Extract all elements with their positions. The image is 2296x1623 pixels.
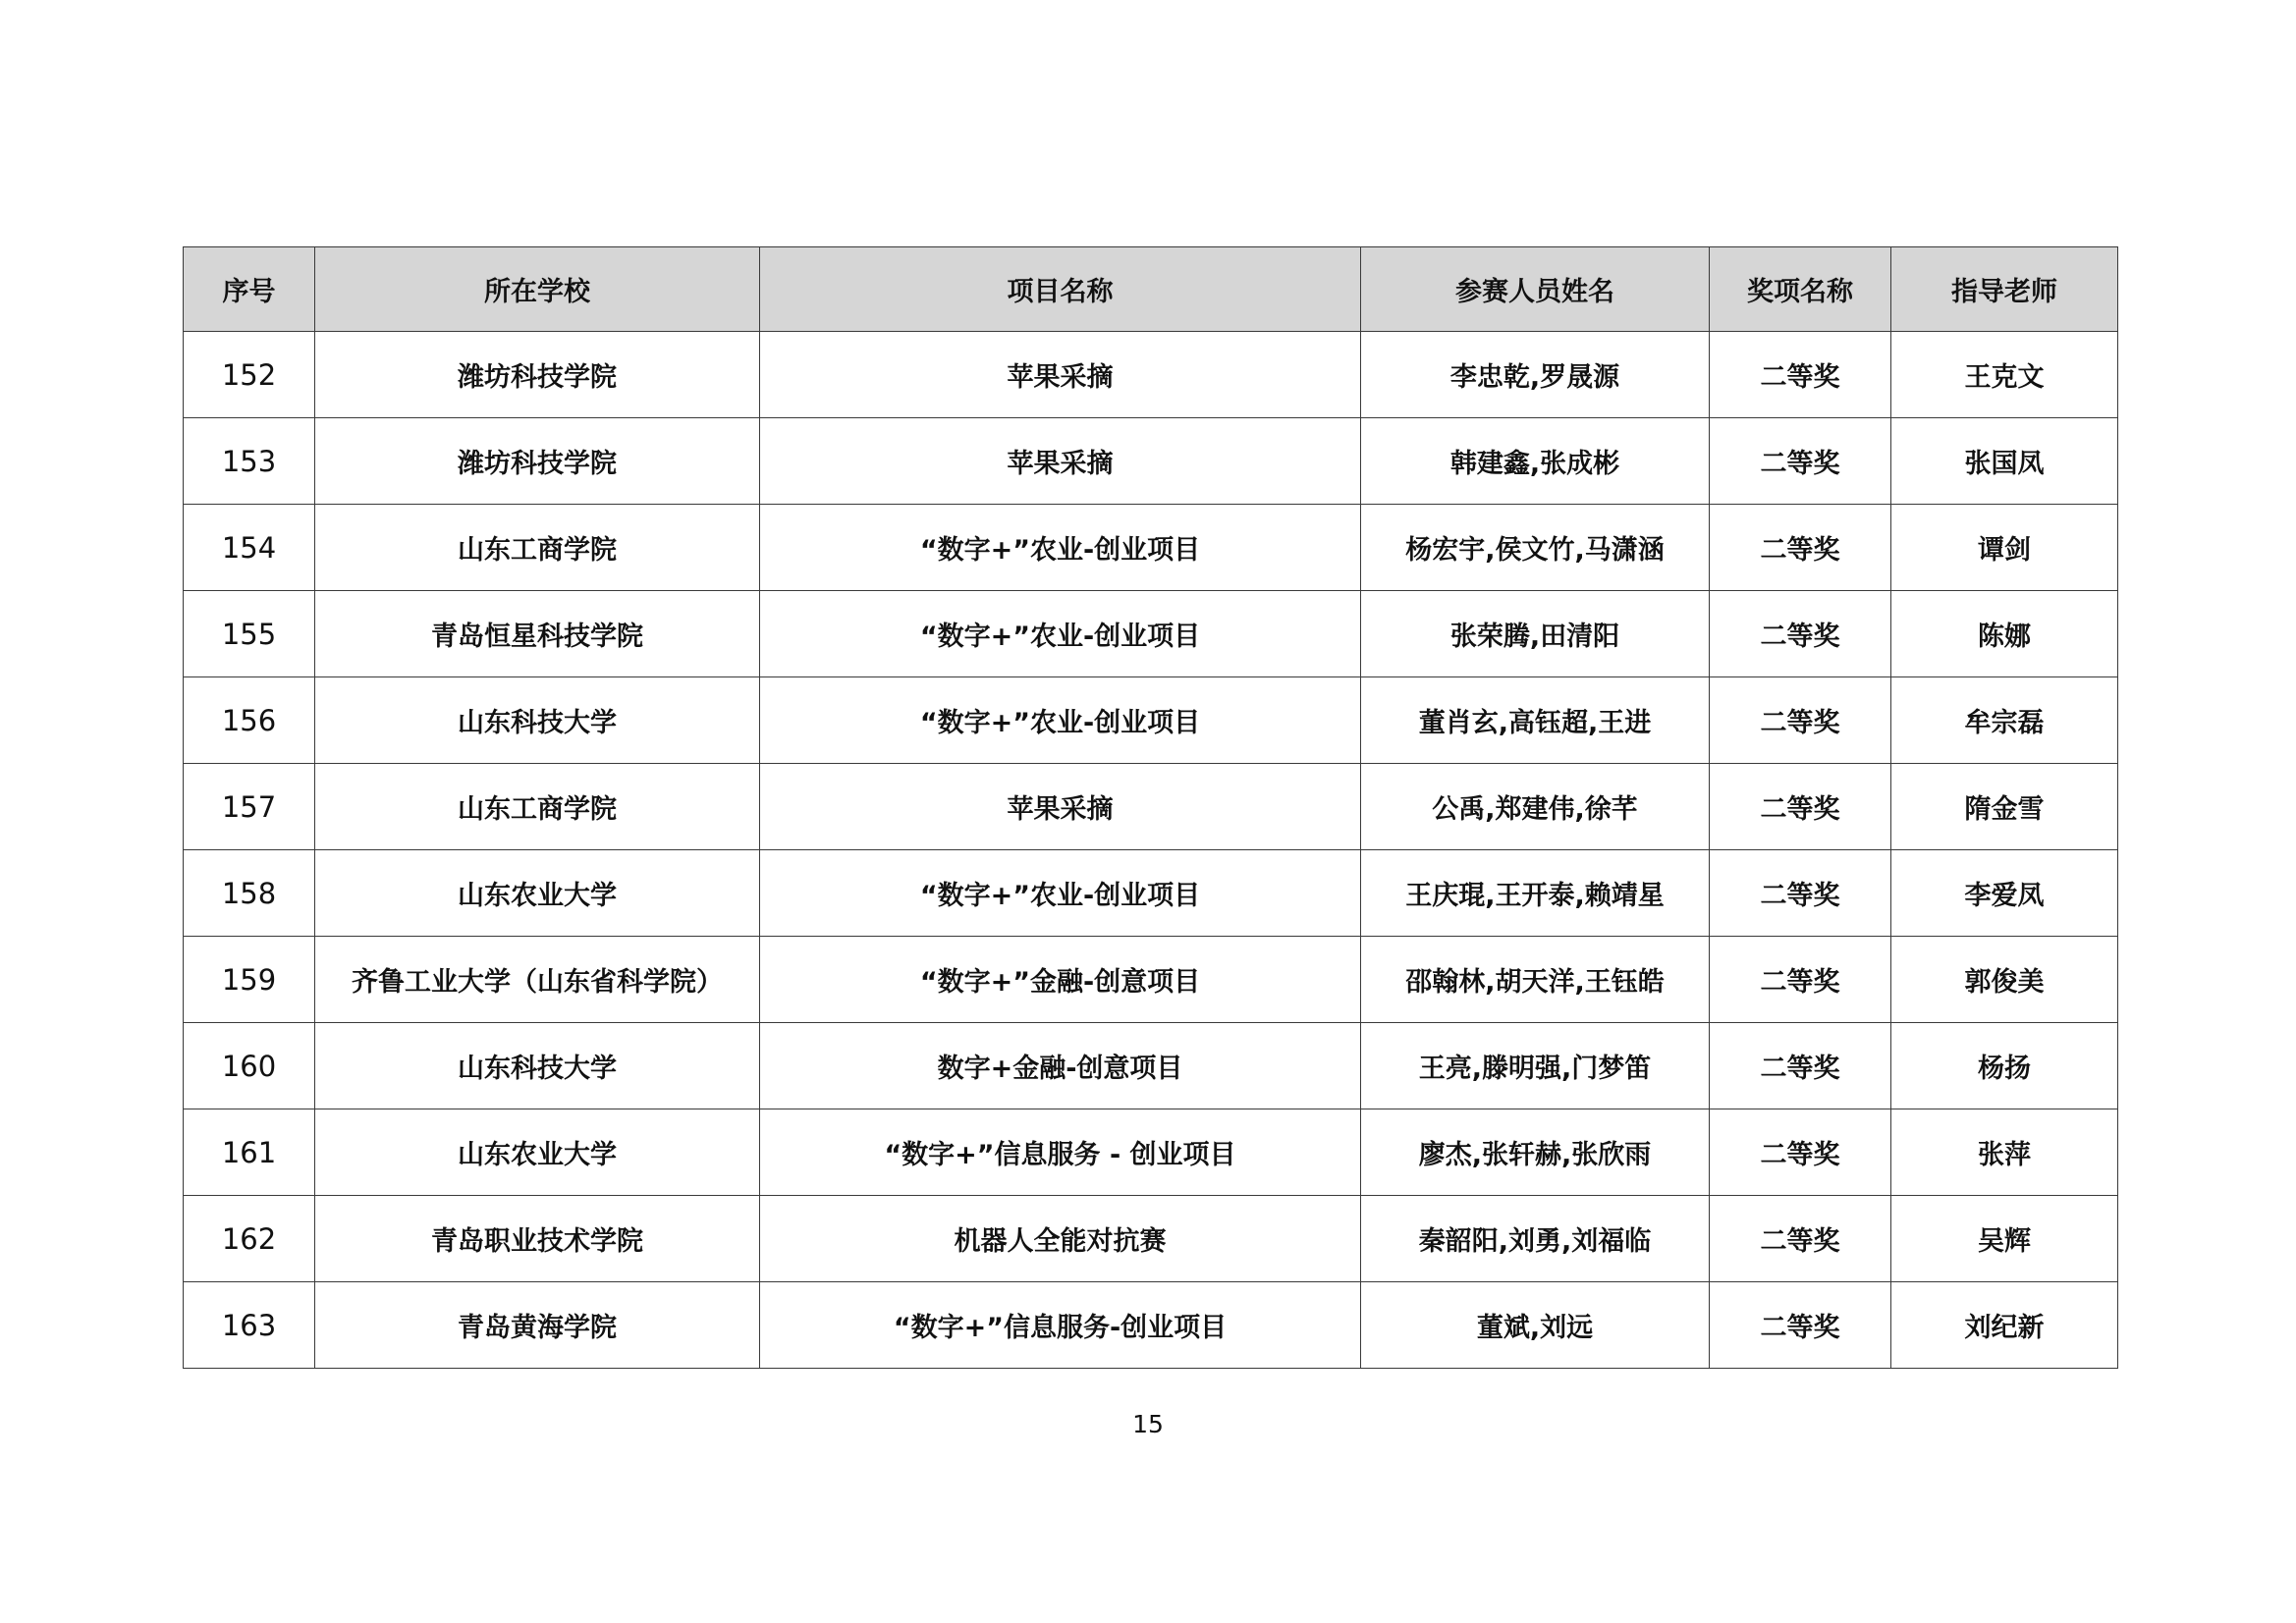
cell-award: 二等奖 bbox=[1710, 418, 1891, 505]
cell-school: 青岛黄海学院 bbox=[315, 1282, 760, 1369]
table-row bbox=[184, 591, 2118, 677]
cell-project: 苹果采摘 bbox=[760, 418, 1361, 505]
cell-project: “数字+”农业-创业项目 bbox=[760, 591, 1361, 677]
cell-advisor: 李爱凤 bbox=[1891, 850, 2118, 937]
cell-award: 二等奖 bbox=[1710, 1282, 1891, 1369]
cell-advisor: 王克文 bbox=[1891, 332, 2118, 418]
cell-members: 张荣腾,田清阳 bbox=[1361, 591, 1710, 677]
header-project: 项目名称 bbox=[760, 247, 1361, 332]
cell-award: 二等奖 bbox=[1710, 332, 1891, 418]
cell-project: “数字+”信息服务-创业项目 bbox=[760, 1282, 1361, 1369]
cell-school: 青岛职业技术学院 bbox=[315, 1196, 760, 1282]
cell-members: 公禹,郑建伟,徐芊 bbox=[1361, 764, 1710, 850]
cell-advisor: 隋金雪 bbox=[1891, 764, 2118, 850]
cell-members: 李忠乾,罗晟源 bbox=[1361, 332, 1710, 418]
cell-seq: 162 bbox=[184, 1196, 315, 1282]
cell-school: 齐鲁工业大学（山东省科学院） bbox=[315, 937, 760, 1023]
table-row bbox=[184, 1109, 2118, 1196]
header-school: 所在学校 bbox=[315, 247, 760, 332]
cell-school: 山东科技大学 bbox=[315, 677, 760, 764]
cell-seq: 157 bbox=[184, 764, 315, 850]
cell-seq: 156 bbox=[184, 677, 315, 764]
cell-award: 二等奖 bbox=[1710, 937, 1891, 1023]
cell-award: 二等奖 bbox=[1710, 1023, 1891, 1109]
table-row bbox=[184, 505, 2118, 591]
cell-members: 秦韶阳,刘勇,刘福临 bbox=[1361, 1196, 1710, 1282]
cell-school: 山东科技大学 bbox=[315, 1023, 760, 1109]
cell-seq: 152 bbox=[184, 332, 315, 418]
cell-advisor: 陈娜 bbox=[1891, 591, 2118, 677]
table-row bbox=[184, 418, 2118, 505]
cell-award: 二等奖 bbox=[1710, 677, 1891, 764]
cell-members: 董肖玄,高钰超,王进 bbox=[1361, 677, 1710, 764]
cell-seq: 161 bbox=[184, 1109, 315, 1196]
table-body bbox=[184, 332, 2118, 1369]
cell-school: 山东工商学院 bbox=[315, 764, 760, 850]
cell-award: 二等奖 bbox=[1710, 850, 1891, 937]
cell-advisor: 郭俊美 bbox=[1891, 937, 2118, 1023]
cell-seq: 158 bbox=[184, 850, 315, 937]
table-row bbox=[184, 937, 2118, 1023]
cell-project: 机器人全能对抗赛 bbox=[760, 1196, 1361, 1282]
cell-seq: 153 bbox=[184, 418, 315, 505]
table-row bbox=[184, 1196, 2118, 1282]
cell-advisor: 吴辉 bbox=[1891, 1196, 2118, 1282]
cell-award: 二等奖 bbox=[1710, 505, 1891, 591]
cell-project: 苹果采摘 bbox=[760, 332, 1361, 418]
cell-seq: 154 bbox=[184, 505, 315, 591]
table-row bbox=[184, 1282, 2118, 1369]
cell-seq: 160 bbox=[184, 1023, 315, 1109]
table-row bbox=[184, 677, 2118, 764]
cell-advisor: 杨扬 bbox=[1891, 1023, 2118, 1109]
cell-project: “数字+”金融-创意项目 bbox=[760, 937, 1361, 1023]
cell-project: “数字+”信息服务 - 创业项目 bbox=[760, 1109, 1361, 1196]
cell-award: 二等奖 bbox=[1710, 1109, 1891, 1196]
cell-members: 廖杰,张轩赫,张欣雨 bbox=[1361, 1109, 1710, 1196]
header-row bbox=[184, 247, 2118, 332]
cell-advisor: 张国凤 bbox=[1891, 418, 2118, 505]
cell-advisor: 谭剑 bbox=[1891, 505, 2118, 591]
header-seq: 序号 bbox=[184, 247, 315, 332]
header-advisor: 指导老师 bbox=[1891, 247, 2118, 332]
cell-project: “数字+”农业-创业项目 bbox=[760, 850, 1361, 937]
cell-award: 二等奖 bbox=[1710, 764, 1891, 850]
cell-members: 杨宏宇,侯文竹,马潇涵 bbox=[1361, 505, 1710, 591]
cell-school: 山东农业大学 bbox=[315, 1109, 760, 1196]
page-number: 15 bbox=[1132, 1410, 1164, 1438]
cell-seq: 159 bbox=[184, 937, 315, 1023]
table-row bbox=[184, 332, 2118, 418]
cell-advisor: 牟宗磊 bbox=[1891, 677, 2118, 764]
cell-award: 二等奖 bbox=[1710, 591, 1891, 677]
cell-advisor: 刘纪新 bbox=[1891, 1282, 2118, 1369]
cell-members: 邵翰林,胡天洋,王钰皓 bbox=[1361, 937, 1710, 1023]
cell-members: 韩建鑫,张成彬 bbox=[1361, 418, 1710, 505]
cell-project: “数字+”农业-创业项目 bbox=[760, 677, 1361, 764]
table-row bbox=[184, 850, 2118, 937]
header-members: 参赛人员姓名 bbox=[1361, 247, 1710, 332]
table-header bbox=[184, 247, 2118, 332]
cell-school: 青岛恒星科技学院 bbox=[315, 591, 760, 677]
awards-table bbox=[183, 246, 2118, 1369]
cell-project: 数字+金融-创意项目 bbox=[760, 1023, 1361, 1109]
cell-members: 董斌,刘远 bbox=[1361, 1282, 1710, 1369]
cell-advisor: 张萍 bbox=[1891, 1109, 2118, 1196]
cell-seq: 155 bbox=[184, 591, 315, 677]
cell-school: 山东农业大学 bbox=[315, 850, 760, 937]
header-award: 奖项名称 bbox=[1710, 247, 1891, 332]
cell-school: 潍坊科技学院 bbox=[315, 418, 760, 505]
cell-school: 潍坊科技学院 bbox=[315, 332, 760, 418]
cell-project: 苹果采摘 bbox=[760, 764, 1361, 850]
table-row bbox=[184, 1023, 2118, 1109]
cell-award: 二等奖 bbox=[1710, 1196, 1891, 1282]
cell-members: 王亮,滕明强,门梦笛 bbox=[1361, 1023, 1710, 1109]
table-row bbox=[184, 764, 2118, 850]
cell-project: “数字+”农业-创业项目 bbox=[760, 505, 1361, 591]
cell-seq: 163 bbox=[184, 1282, 315, 1369]
cell-school: 山东工商学院 bbox=[315, 505, 760, 591]
cell-members: 王庆琨,王开泰,赖靖星 bbox=[1361, 850, 1710, 937]
